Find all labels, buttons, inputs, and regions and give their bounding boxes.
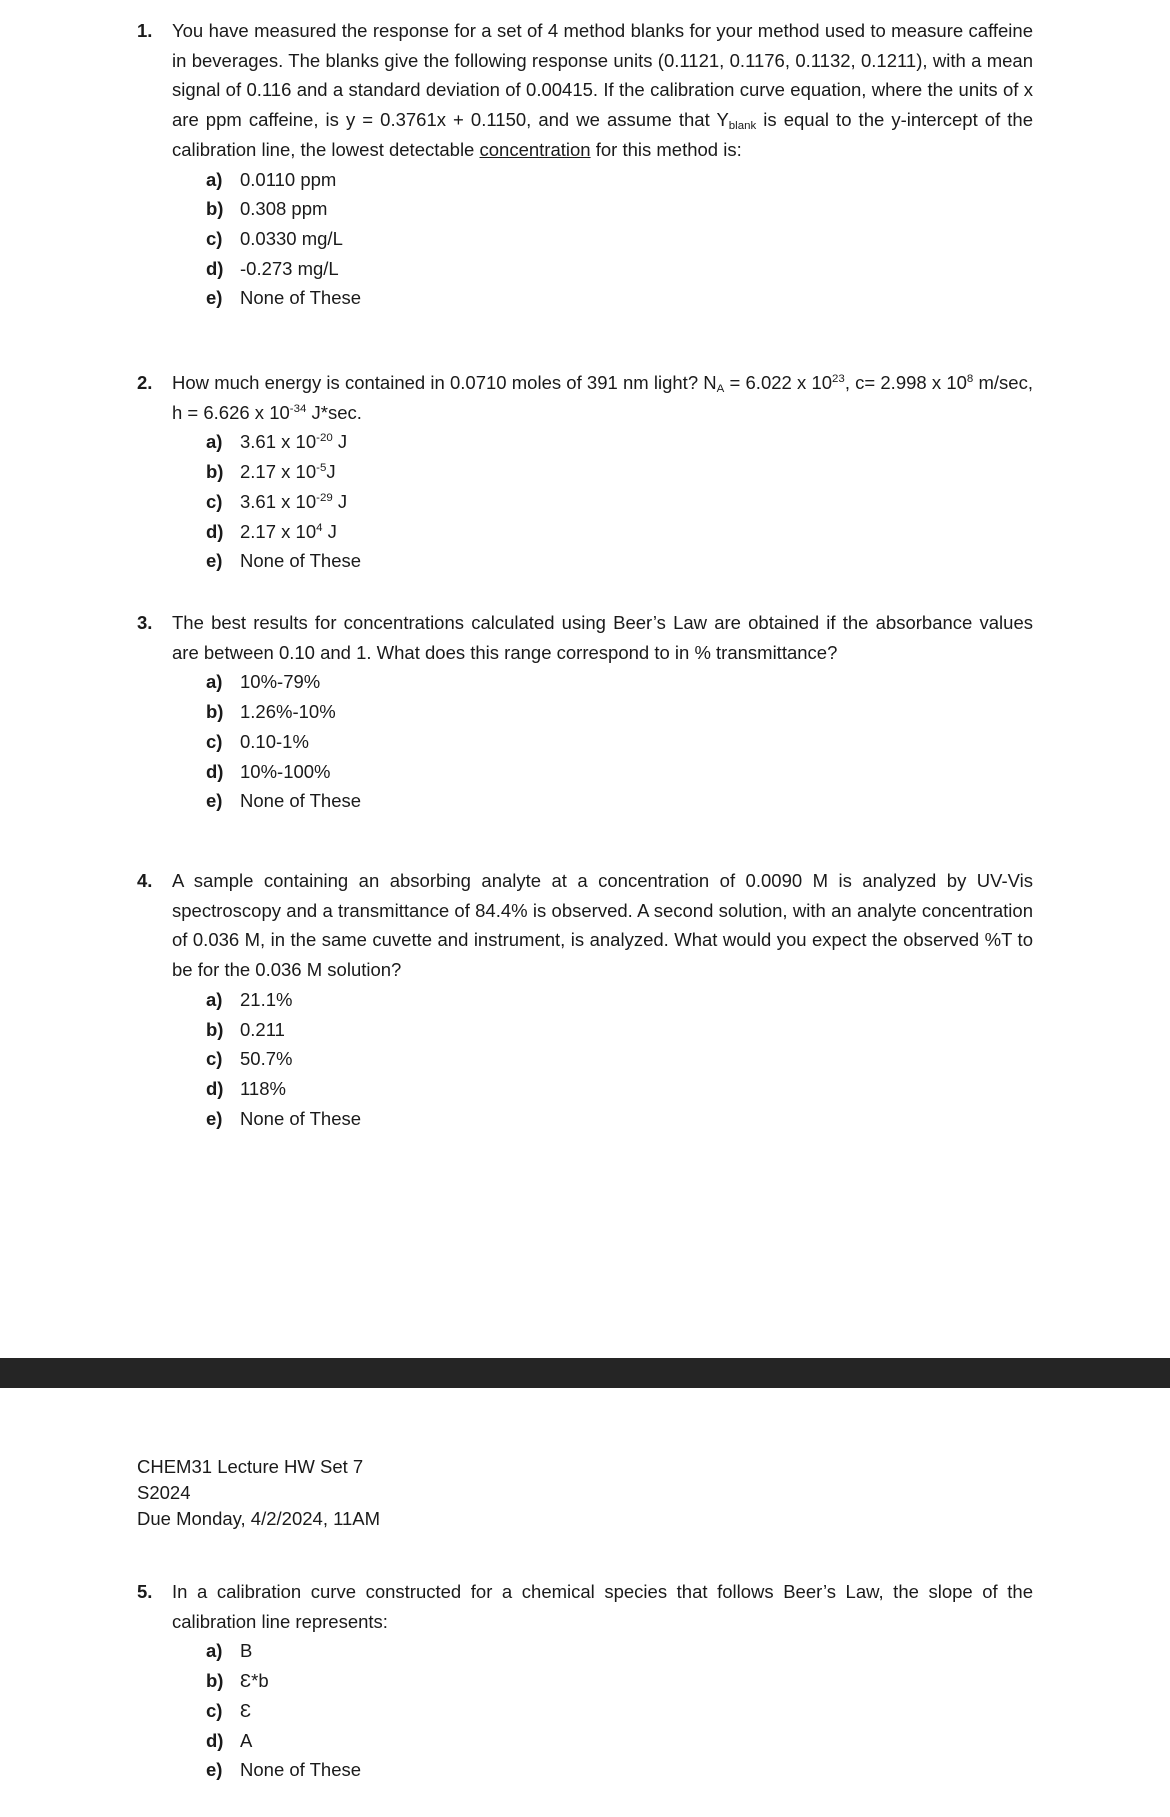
- question-text: The best results for concentrations calculated using Beer’s Law are obtained if the absorbance values are between 0.10 and 1. What does this range correspond to in % transmittance?: [172, 612, 1033, 663]
- question-number: 2.: [137, 372, 153, 393]
- course-title: CHEM31 Lecture HW Set 7: [137, 1456, 364, 1477]
- question-number: 4.: [137, 870, 153, 891]
- question-number: 1.: [137, 20, 153, 41]
- answer-choices: [137, 165, 1033, 314]
- question-4: [137, 866, 1033, 1133]
- choice-b: b) 0.308 ppm: [206, 198, 328, 220]
- choice-c: c) 0.0330 mg/L: [206, 227, 343, 249]
- question-5: [137, 1577, 1033, 1785]
- choice-d: d) 118%: [206, 1077, 286, 1099]
- choice-a: a) B: [206, 1640, 253, 1662]
- question-1: [137, 16, 1033, 313]
- question-text: You have measured the response for a set of 4 method blanks for your method used to measure caffeine in beverages. The blanks give the following response units (0.1121, 0.1176, 0.1132, 0.1211), with a mean signal of 0.116 and a standard deviation of 0.00415. If the calibration curve equation, where the units of x are ppm caffeine, is y = 0.3761x + 0.1150, and we assume that $Y_{blank}$ is equal to the y-intercept of the calibration line, the lowest detectable concentration for this method is:: [172, 20, 1033, 160]
- course-info: [137, 1454, 380, 1532]
- choice-d: d) -0.273 mg/L: [206, 257, 339, 279]
- answer-choices: [137, 1636, 1033, 1785]
- choice-a: a) 0.0110 ppm: [206, 168, 337, 190]
- page-divider: [0, 1358, 1170, 1388]
- choice-a: a) 10%-79%: [206, 671, 321, 693]
- choice-a: a) 21.1%: [206, 988, 293, 1010]
- choice-a: a) 3.61 x $10^{-20}$ J: [206, 431, 348, 453]
- course-term: S2024: [137, 1482, 191, 1503]
- question-text: How much energy is contained in 0.0710 moles of 391 nm light? $N_A = 6.022$ x $10^{23}$, c= 2.998 x $10^8$ m/sec, h = 6.626 x $10^{-34}$ J*sec.: [172, 372, 1033, 423]
- answer-choices: [137, 667, 1033, 816]
- choice-c: c) 50.7%: [206, 1048, 293, 1070]
- choice-c: c) 0.10-1%: [206, 730, 309, 752]
- question-2: [137, 368, 1033, 576]
- question-number: 3.: [137, 612, 153, 633]
- choice-e: e) None of These: [206, 1107, 362, 1129]
- question-number: 5.: [137, 1581, 153, 1602]
- due-date: Due Monday, 4/2/2024, 11AM: [137, 1508, 381, 1529]
- choice-c: c) Ɛ: [206, 1699, 252, 1721]
- choice-e: e) None of These: [206, 287, 362, 309]
- choice-b: b) 0.211: [206, 1018, 285, 1040]
- choice-e: e) None of These: [206, 790, 362, 812]
- choice-e: e) None of These: [206, 550, 362, 572]
- choice-e: e) None of These: [206, 1759, 362, 1781]
- question-3: [137, 608, 1033, 816]
- choice-b: b) 2.17 x $10^{-5}J$: [206, 461, 336, 483]
- answer-choices: [137, 985, 1033, 1134]
- choice-d: d) 2.17 x $10^4$ J: [206, 520, 337, 542]
- answer-choices: [137, 427, 1033, 576]
- question-text: A sample containing an absorbing analyte at a concentration of 0.0090 M is analyzed by UV-Vis spectroscopy and a transmittance of 84.4% is observed. A second solution, with an analyte concentration of 0.036 M, in the same cuvette and instrument, is analyzed. What would you expect the observed %T to be for the 0.036 M solution?: [172, 870, 1033, 981]
- choice-c: c) 3.61 x $10^{-29}$ J: [206, 490, 348, 512]
- choice-b: b) 1.26%-10%: [206, 701, 336, 723]
- choice-d: d) A: [206, 1729, 253, 1751]
- choice-b: b) Ɛ*b: [206, 1670, 269, 1692]
- choice-d: d) 10%-100%: [206, 760, 331, 782]
- question-text: In a calibration curve constructed for a chemical species that follows Beer’s Law, the slope of the calibration line represents:: [172, 1581, 1033, 1632]
